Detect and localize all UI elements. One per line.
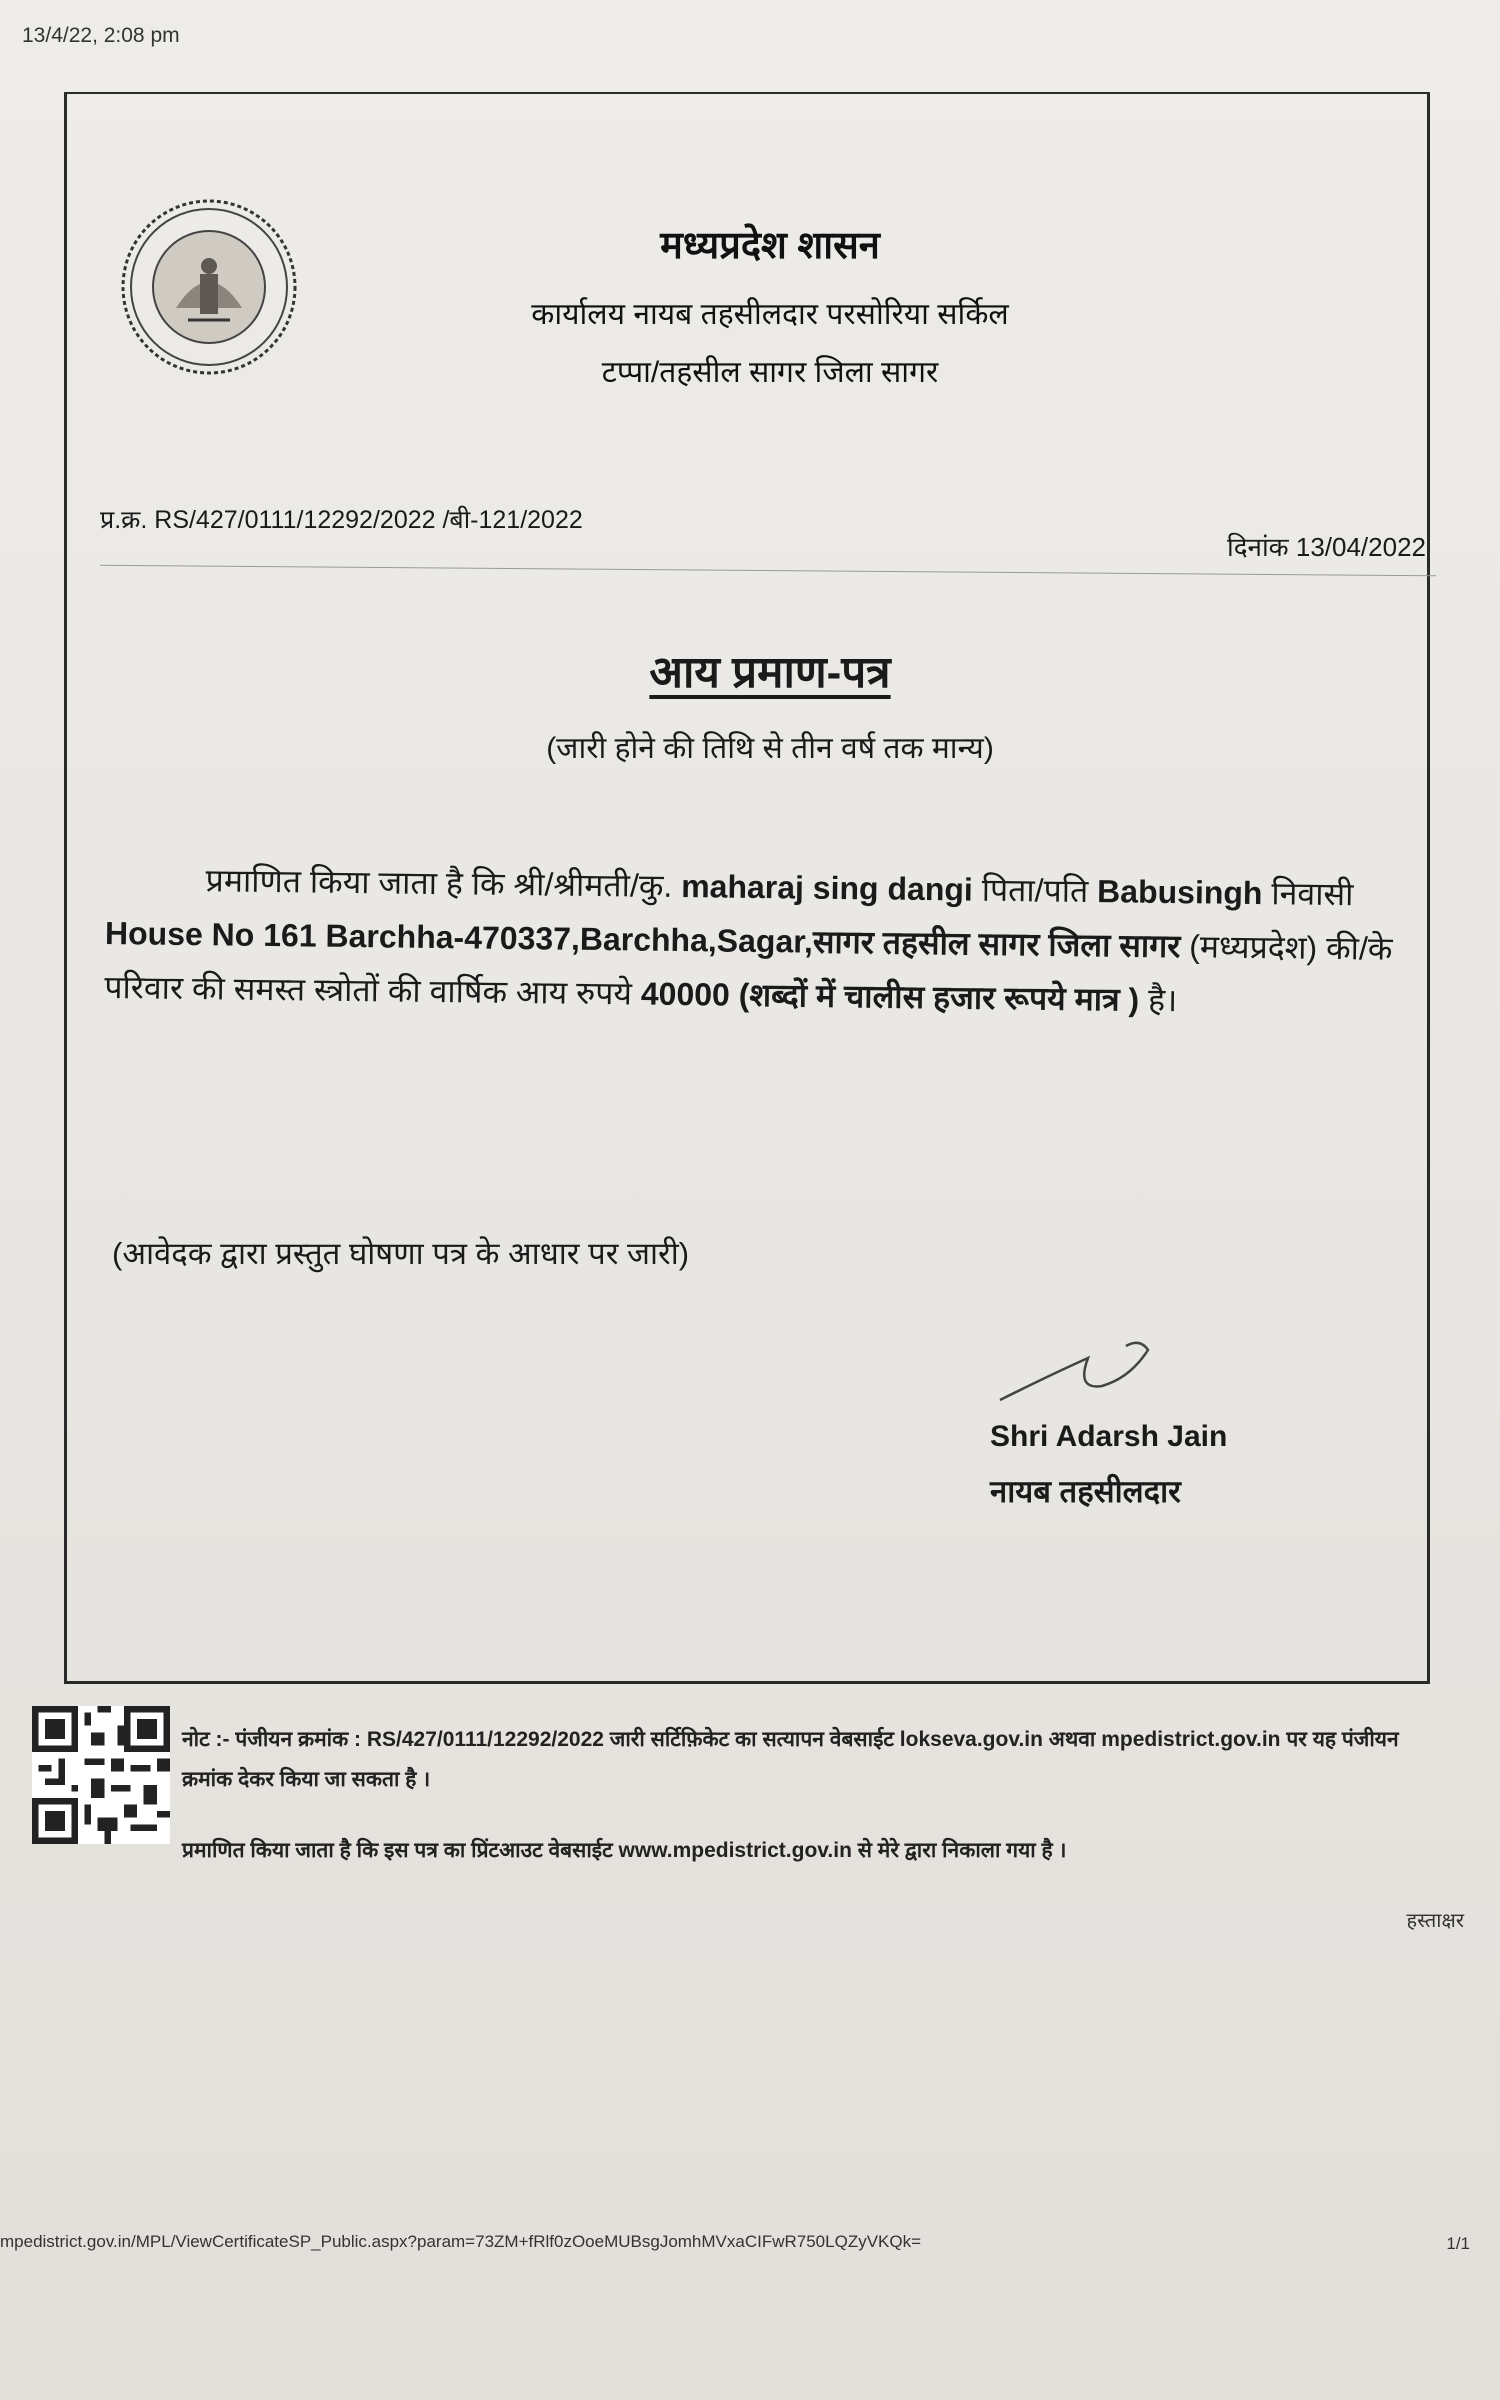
mp-state-emblem-icon	[118, 196, 300, 378]
qr-code-icon	[32, 1706, 170, 1844]
residence-label: निवासी	[1271, 875, 1354, 913]
issued-basis: (आवेदक द्वारा प्रस्तुत घोषणा पत्र के आधार पर जारी)	[112, 1236, 690, 1271]
location-heading: टप्पा/तहसील सागर जिला सागर	[601, 356, 939, 389]
income-amount: 40000	[640, 975, 731, 1013]
certificate-title: आय प्रमाण-पत्र	[649, 648, 891, 697]
certificate-body	[104, 852, 1436, 1030]
issue-date: दिनांक 13/04/2022	[1226, 532, 1426, 562]
relation-label: पिता/पति	[981, 871, 1089, 910]
reference-number: प्र.क्र. RS/427/0111/12292/2022 /बी-121/2022	[100, 506, 583, 534]
address-tail: सागर तहसील सागर जिला सागर	[812, 923, 1181, 965]
officer-designation: नायब तहसीलदार	[990, 1474, 1181, 1509]
office-heading: कार्यालय नायब तहसीलदार परसोरिया सर्किल	[531, 298, 1009, 331]
printout-note: प्रमाणित किया जाता है कि इस पत्र का प्रिंटआउट वेबसाईट www.mpedistrict.gov.in से मेरे द्वारा निकाला गया है ।	[182, 1839, 1067, 1862]
officer-name: Shri Adarsh Jain	[990, 1420, 1228, 1453]
body-prefix: प्रमाणित किया जाता है कि श्री/श्रीमती/कु.	[205, 862, 673, 904]
signature-label: हस्ताक्षर	[1406, 1910, 1464, 1932]
father-name: Babusingh	[1096, 873, 1263, 912]
applicant-name: maharaj sing dangi	[680, 868, 974, 908]
validity-note: (जारी होने की तिथि से तीन वर्ष तक मान्य)	[546, 732, 994, 765]
state-family-text: (मध्यप्रदेश) की/के परिवार की समस्त स्त्रोतों की वार्षिक आय रुपये	[104, 928, 1393, 1012]
page-url: mpedistrict.gov.in/MPL/ViewCertificateSP_Public.aspx?param=73ZM+fRlf0zOoeMUBsgJomhMVxaCIFwR750LQZyVKQk=	[0, 2232, 922, 2251]
print-timestamp: 13/4/22, 2:08 pm	[22, 24, 180, 47]
verification-note: नोट :- पंजीयन क्रमांक : RS/427/0111/12292/2022 जारी सर्टिफ़िकेट का सत्यापन वेबसाईट lokseva.gov.in अथवा mpedistrict.gov.in पर यह पंजीयन क्रमांक देकर किया जा सकता है ।	[182, 1728, 1399, 1791]
address: House No 161 Barchha-470337,Barchha,Sagar,	[104, 914, 814, 960]
officer-signature	[990, 1320, 1210, 1410]
page-number: 1/1	[1446, 2234, 1470, 2253]
body-suffix: है।	[1147, 981, 1178, 1019]
income-in-words: (शब्दों में चालीस हजार रूपये मात्र )	[738, 976, 1140, 1018]
government-heading: मध्यप्रदेश शासन	[660, 225, 880, 267]
